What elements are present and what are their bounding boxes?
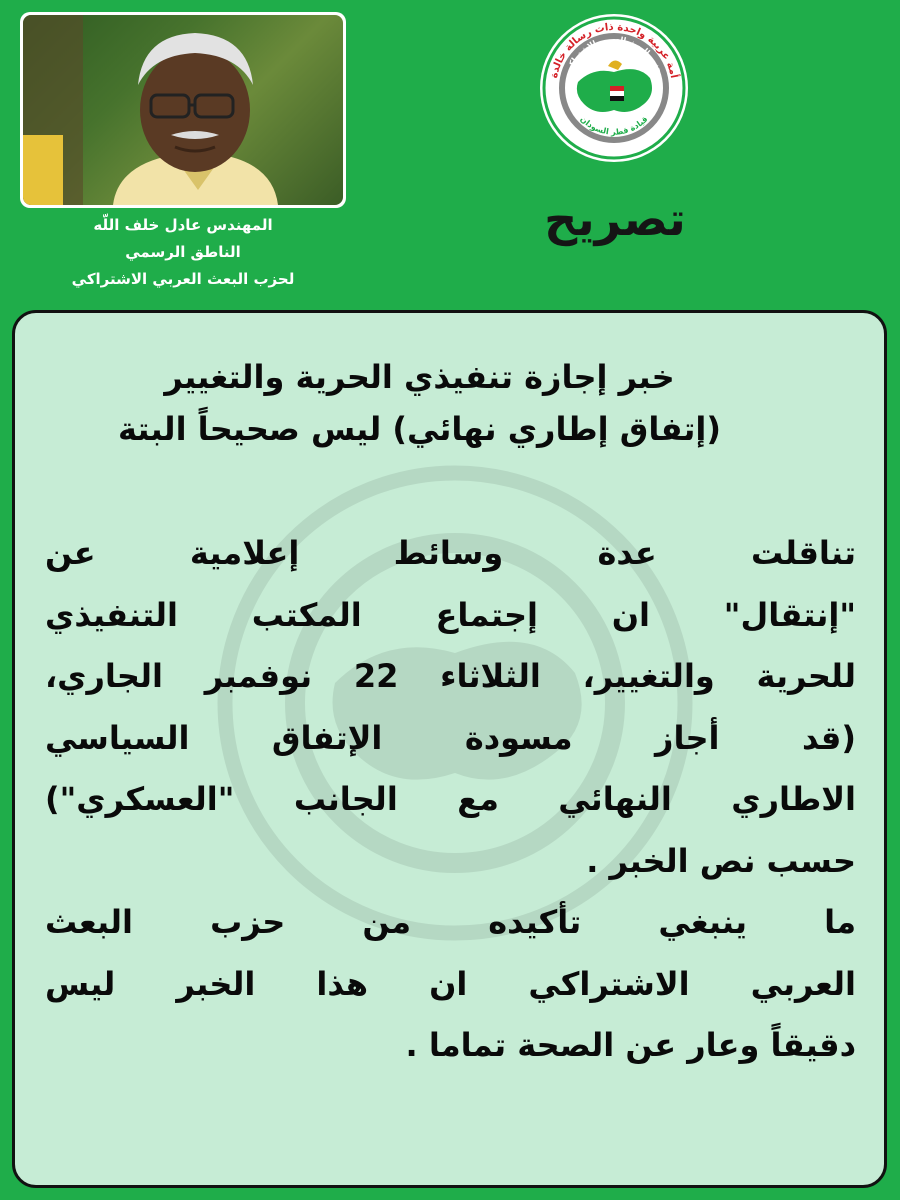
body-line-3: للحرية والتغيير، الثلاثاء 22 نوفمبر الجاري، [45,657,857,695]
body-line-7: ما ينبغي تأكيده من حزب البعث [45,903,856,941]
statement-panel [12,310,887,1188]
body-line-1: تناقلت عدة وسائط إعلامية عن [45,534,856,572]
body-line-8: العربي الاشتراكي ان هذا الخبر ليس [45,964,856,1003]
statement-body [45,523,856,1077]
flag-white-stripe [610,91,624,96]
body-line-9: دقيقاً وعار عن الصحة تماما . [405,1026,856,1064]
spokesperson-photo [23,15,343,205]
body-line-6: حسب نص الخبر . [586,841,856,880]
body-line-2: "إنتقال" ان إجتماع المكتب التنفيذي [45,595,856,634]
logo-ring-bottom-text: قيادة قطر السودان [578,114,650,137]
page-title: تصريح [544,192,686,246]
logo-ring-top-text: أمة عربية واحدة ذات رسالة خالدة [548,21,680,80]
body-line-5: الاطاري النهائي مع الجانب "العسكري") [45,780,856,818]
statement-headline [55,351,784,455]
spokesperson-caption [20,212,346,293]
flag-red-stripe [610,86,624,91]
party-logo [538,12,690,164]
spokesperson-name: المهندس عادل خلف اللّه [93,216,273,234]
portrait-illustration [23,15,343,205]
headline-line-1: خبر إجازة تنفيذي الحرية والتغيير [164,358,675,396]
spokesperson-party: لحزب البعث العربي الاشتراكي [71,270,295,288]
flag-black-stripe [610,96,624,101]
spokesperson-role: الناطق الرسمي [125,243,241,261]
body-line-4: (قد أجاز مسودة الإتفاق السياسي [45,718,856,757]
spokesperson-photo-frame [20,12,346,208]
logo-ring-inner-text: حزب البعث العربي الاشتراكي [563,34,665,75]
headline-line-2: (إتفاق إطاري نهائي) ليس صحيحاً البتة [118,410,721,448]
